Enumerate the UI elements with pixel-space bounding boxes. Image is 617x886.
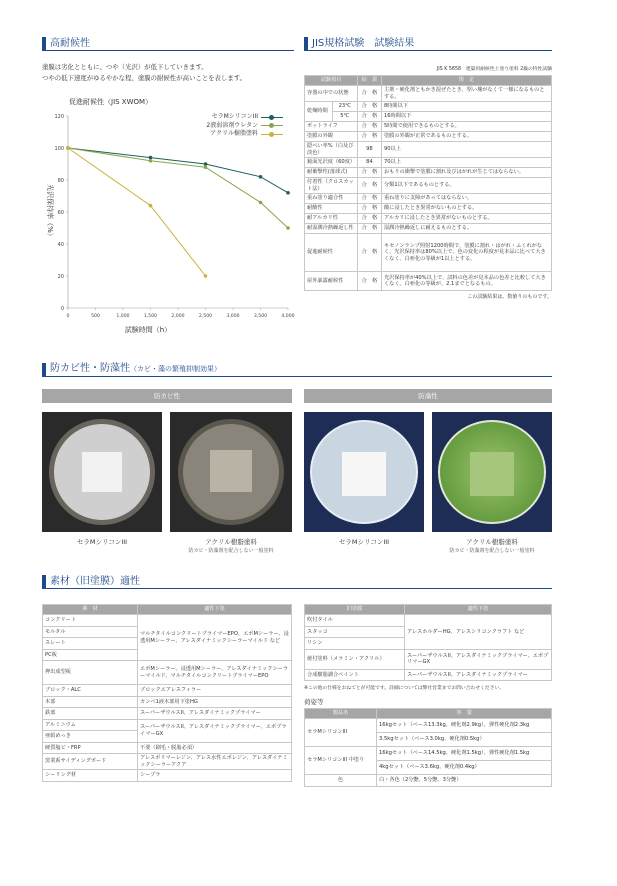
jis-spec: 70以上 bbox=[381, 158, 551, 168]
jis-row bbox=[305, 122, 552, 132]
sample-square bbox=[210, 450, 252, 492]
intro-line: 塗膜は劣化とともに、つや（光沢）が低下していきます。 bbox=[42, 63, 208, 71]
y-tick-label: 100 bbox=[54, 145, 64, 152]
jis-note: この試験結果は、数値りのものです。 bbox=[467, 294, 552, 300]
x-axis-label: 試験時間（h） bbox=[124, 326, 172, 334]
capacity: 16kgセット（ベース14.5kg、硬化剤1.5kg）、弾性硬化剤1.5kg bbox=[377, 747, 552, 761]
y-tick-label: 0 bbox=[60, 305, 64, 312]
photo-mold-acrylic bbox=[170, 412, 292, 532]
jis-header: 規 定 bbox=[381, 76, 551, 86]
primer: プロックエアレスフィラー bbox=[138, 685, 292, 697]
primer: スーパーザウルスII、アレスダイナミックプライマー、エポプリマーGX bbox=[405, 649, 552, 669]
data-point bbox=[66, 146, 70, 150]
section-title: 素材（旧塗膜）適性 bbox=[50, 576, 140, 587]
table-row bbox=[43, 719, 292, 731]
chart-legend bbox=[200, 113, 283, 139]
jis-result: 84 bbox=[357, 158, 381, 168]
jis-spec: 光沢保持率が40%以上で、試料の色差が見本品の色差と比較して大きくなく、白亜化の等級が、2.1までとなるもの。 bbox=[381, 272, 551, 291]
jis-row bbox=[305, 102, 552, 112]
sample-square bbox=[470, 452, 514, 496]
series-line bbox=[68, 148, 206, 276]
substrate-name: アルミニウム bbox=[43, 719, 138, 731]
jis-result: 98 bbox=[357, 142, 381, 158]
jis-spec: 分類1以下であるものとする。 bbox=[381, 178, 551, 194]
jis-result: 合 格 bbox=[357, 122, 381, 132]
y-tick-label: 60 bbox=[57, 209, 64, 216]
jis-item: 耐酸性 bbox=[305, 204, 358, 214]
coating-name: スタッコ bbox=[305, 626, 405, 638]
data-point bbox=[259, 201, 263, 205]
jis-spec: キセノンランプ照射1200時間で、塗膜に割れ・はがれ・ふくれがなく、光沢保持率は80%以上で、色の変化の程度が見本品に比べて大きくなく、白亜化の等級が1以上とする。 bbox=[381, 234, 551, 272]
x-tick-label: 500 bbox=[91, 314, 100, 319]
jis-result: 合 格 bbox=[357, 214, 381, 224]
primer: スーパーザウルスII、アレスダイナミックプライマー bbox=[405, 669, 552, 681]
substrate-name: コンクリート bbox=[43, 615, 138, 627]
table-header: 旧塗膜 bbox=[305, 605, 405, 615]
jis-row bbox=[305, 112, 552, 122]
substrate-name: 鉄部 bbox=[43, 708, 138, 720]
jis-result: 合 格 bbox=[357, 112, 381, 122]
legend-label: セラMシリコンIII bbox=[211, 113, 258, 120]
jis-table bbox=[304, 75, 552, 291]
jis-row bbox=[305, 178, 552, 194]
table-header: 素 材 bbox=[43, 605, 138, 615]
jis-spec: 5時間で使用できるものとする。 bbox=[381, 122, 551, 132]
series-line bbox=[68, 148, 288, 193]
color-value: 白・各色（2分艶、5分艶、3分艶） bbox=[377, 775, 552, 787]
jis-item: 耐衝撃性(落球式) bbox=[305, 168, 358, 178]
data-point bbox=[286, 226, 290, 230]
substrate-note: ※この他の仕様をおねてとが可能です。詳細については弊社営業までお問い合わせください。 bbox=[304, 686, 505, 691]
packing-table bbox=[304, 708, 552, 787]
section-jis bbox=[304, 38, 552, 51]
substrate-name: 硬質塩ビ・FRP bbox=[43, 742, 138, 754]
data-point bbox=[149, 159, 153, 163]
x-tick-label: 3,500 bbox=[253, 314, 268, 319]
jis-result: 合 格 bbox=[357, 272, 381, 291]
intro-line: つやの低下速度がゆるやかな程、塗膜の耐候性が高いことを表します。 bbox=[42, 74, 246, 82]
x-tick-label: 3,000 bbox=[226, 314, 240, 319]
data-point bbox=[286, 191, 290, 195]
table-row bbox=[43, 696, 292, 708]
packing-title: 荷姿等 bbox=[304, 698, 324, 706]
primer: 不要（刷毛・脱脂必須） bbox=[138, 742, 292, 754]
jis-spec: 90以上 bbox=[381, 142, 551, 158]
x-tick-label: 2,000 bbox=[171, 314, 185, 319]
caption: アクリル樹脂塗料 bbox=[205, 538, 257, 546]
data-point bbox=[149, 156, 153, 160]
legend-swatch bbox=[261, 125, 283, 126]
section-mold bbox=[42, 364, 552, 377]
jis-item: 屋外暴露耐候性 bbox=[305, 272, 358, 291]
jis-item: ポットライフ bbox=[305, 122, 358, 132]
primer-group: マルチタイルコンクリートプライマーEPO、エポMシーラー、浸透用Mシーラー、アレスダイナミックシーラーマイルド など bbox=[138, 615, 292, 661]
jis-row bbox=[305, 272, 552, 291]
jis-item: 乾燥時間 bbox=[305, 102, 333, 122]
jis-item: 隠ぺい率%（白及び淡色） bbox=[305, 142, 358, 158]
table-header: 容 量 bbox=[377, 709, 552, 719]
capacity: 4kgセット（ベース3.6kg、硬化剤0.4kg） bbox=[377, 761, 552, 775]
jis-row bbox=[305, 234, 552, 272]
product-name: セラMシリコンIII bbox=[305, 719, 377, 747]
table-row bbox=[43, 754, 292, 770]
jis-result: 合 格 bbox=[357, 168, 381, 178]
data-point bbox=[204, 162, 208, 166]
substrate-name: モルタル bbox=[43, 626, 138, 638]
legend-label: アクリル樹脂塗料 bbox=[210, 130, 258, 137]
table-row bbox=[43, 770, 292, 782]
section-weatherability bbox=[42, 38, 294, 51]
section-title: 高耐候性 bbox=[50, 38, 90, 49]
x-tick-label: 1,500 bbox=[143, 314, 158, 319]
section-title-sub: （カビ・藻の繁殖抑制効果） bbox=[130, 365, 221, 373]
jis-standard: JIS K 5658 建築用耐候性上塗り塗料 2級の特性試験 bbox=[436, 67, 552, 72]
jis-spec: おもりの衝撃で塗膜に割れ及びはがれが生じてはならない。 bbox=[381, 168, 551, 178]
sample-square bbox=[342, 452, 386, 496]
jis-item: 重ね塗り適合性 bbox=[305, 194, 358, 204]
jis-spec: 湿潤冷熱繰返しに耐えるものとする。 bbox=[381, 224, 551, 234]
color-label: 色 bbox=[305, 775, 377, 787]
section-substrate bbox=[42, 576, 552, 589]
y-tick-label: 120 bbox=[54, 113, 64, 120]
coating-name: リシン bbox=[305, 638, 405, 650]
jis-row bbox=[305, 194, 552, 204]
old-coating-table bbox=[304, 604, 552, 681]
photo-algae-sera bbox=[304, 412, 424, 532]
table-header: 製品名 bbox=[305, 709, 377, 719]
series-line bbox=[68, 148, 288, 228]
section-title-main: 防カビ性・防藻性 bbox=[50, 363, 130, 374]
y-tick-label: 40 bbox=[57, 241, 64, 248]
primer: カンペ1液木部用下塗HG bbox=[138, 696, 292, 708]
jis-header: 試験項目 bbox=[305, 76, 358, 86]
jis-row bbox=[305, 158, 552, 168]
table-header: 適性下塗 bbox=[405, 605, 552, 615]
jis-result: 合 格 bbox=[357, 204, 381, 214]
substrate-table bbox=[42, 604, 292, 782]
photo-mold-sera bbox=[42, 412, 162, 532]
table-row bbox=[305, 669, 552, 681]
packing-row bbox=[305, 747, 552, 761]
jis-spec: 16時間以下 bbox=[381, 112, 551, 122]
caption-sub: 防カビ・防藻剤を配合しない一般塗料 bbox=[188, 548, 274, 554]
caption-sub: 防カビ・防藻剤を配合しない一般塗料 bbox=[449, 548, 535, 554]
jis-result: 合 格 bbox=[357, 224, 381, 234]
substrate-name: シーリング材 bbox=[43, 770, 138, 782]
x-tick-label: 4,000 bbox=[281, 314, 295, 319]
substrate-name: 木部 bbox=[43, 696, 138, 708]
legend-swatch bbox=[261, 117, 283, 118]
intro-text bbox=[42, 62, 297, 84]
jis-row bbox=[305, 168, 552, 178]
jis-spec: 8時間以下 bbox=[381, 102, 551, 112]
substrate-table-wrap bbox=[42, 604, 292, 782]
section-bar bbox=[304, 37, 308, 50]
mold-label: 防カビ性 bbox=[42, 389, 292, 403]
jis-table-wrap bbox=[304, 75, 552, 300]
data-point bbox=[149, 204, 153, 208]
legend-dot bbox=[269, 123, 274, 128]
substrate-name: ブロック・ALC bbox=[43, 685, 138, 697]
jis-row bbox=[305, 214, 552, 224]
table-row bbox=[43, 708, 292, 720]
substrate-name: 窯業系サイディングボード bbox=[43, 754, 138, 770]
jis-row bbox=[305, 86, 552, 102]
caption: セラMシリコンIII bbox=[338, 538, 390, 546]
table-row bbox=[43, 661, 292, 685]
section-title bbox=[50, 362, 221, 376]
jis-item: 耐アルカリ性 bbox=[305, 214, 358, 224]
jis-row bbox=[305, 132, 552, 142]
jis-item: 鏡面光沢度（60度） bbox=[305, 158, 358, 168]
coating-name: 焼付塗料（メラミン・アクリル） bbox=[305, 649, 405, 669]
jis-spec: 主剤・硬化剤ともかき混ぜたとき、堅い塊がなくて一様になるものとする。 bbox=[381, 86, 551, 102]
coating-name: 合成樹脂調合ペイント bbox=[305, 669, 405, 681]
primer: シープラ bbox=[138, 770, 292, 782]
table-row bbox=[43, 615, 292, 627]
legend-dot bbox=[269, 132, 274, 137]
algae-label: 防藻性 bbox=[304, 389, 552, 403]
section-bar bbox=[42, 363, 46, 376]
jis-spec: 塗膜の外観が正常であるものとする。 bbox=[381, 132, 551, 142]
primer-group: スーパーザウルスII、アレスダイナミックプライマー、エポプライマーGX bbox=[138, 719, 292, 742]
table-row bbox=[43, 685, 292, 697]
jis-cond: 5℃ bbox=[332, 112, 357, 122]
y-tick-label: 20 bbox=[57, 273, 64, 280]
substrate-name: 押出成型板 bbox=[43, 661, 138, 685]
data-point bbox=[204, 274, 208, 278]
table-row bbox=[305, 649, 552, 669]
packing-row bbox=[305, 775, 552, 787]
jis-spec: アルカリに浸したとき異常がないものとする。 bbox=[381, 214, 551, 224]
packing-row bbox=[305, 719, 552, 733]
jis-item: 容器の中での状態 bbox=[305, 86, 358, 102]
data-point bbox=[259, 175, 263, 179]
table-row bbox=[305, 615, 552, 627]
data-point bbox=[204, 165, 208, 169]
old-coating-table-wrap bbox=[304, 604, 552, 787]
jis-spec: 酸に浸したとき異常がないものとする。 bbox=[381, 204, 551, 214]
jis-row bbox=[305, 224, 552, 234]
capacity: 16kgセット（ベース13.3kg、硬化剤2.9kg）、弾性硬化剤2.3kg bbox=[377, 719, 552, 733]
table-row bbox=[43, 742, 292, 754]
section-bar bbox=[42, 37, 46, 50]
jis-item: 促進耐候性 bbox=[305, 234, 358, 272]
jis-result: 合 格 bbox=[357, 86, 381, 102]
legend-swatch bbox=[261, 134, 283, 135]
legend-item bbox=[200, 113, 283, 122]
jis-result: 合 格 bbox=[357, 178, 381, 194]
jis-row bbox=[305, 204, 552, 214]
primer: スーパーザウルスII、アレスダイナミックプライマー bbox=[138, 708, 292, 720]
section-bar bbox=[42, 575, 46, 588]
chart-title: 促進耐候性（JIS XWOM） bbox=[69, 98, 153, 106]
legend-dot bbox=[269, 115, 274, 120]
jis-item: 付着性（クロスカット法） bbox=[305, 178, 358, 194]
coating-name: 吹付タイル bbox=[305, 615, 405, 627]
primer: アレスポリマーレジン、アレス水性エポレジン、アレスダイナミックシーラーアクア bbox=[138, 754, 292, 770]
caption: アクリル樹脂塗料 bbox=[466, 538, 518, 546]
jis-result: 合 格 bbox=[357, 194, 381, 204]
jis-cond: 23℃ bbox=[332, 102, 357, 112]
substrate-name: スレート bbox=[43, 638, 138, 650]
product-name: セラMシリコンIII 中塗り bbox=[305, 747, 377, 775]
capacity: 3.5kgセット（ベース3.0kg、硬化剤0.5kg） bbox=[377, 733, 552, 747]
x-tick-label: 2,500 bbox=[198, 314, 213, 319]
jis-header: 結 果 bbox=[357, 76, 381, 86]
table-header: 適性下塗 bbox=[138, 605, 292, 615]
substrate-name: 亜鉛めっき bbox=[43, 731, 138, 743]
section-title: JIS規格試験 試験結果 bbox=[312, 38, 415, 49]
legend-item bbox=[200, 122, 283, 131]
jis-result: 合 格 bbox=[357, 102, 381, 112]
x-tick-label: 1,000 bbox=[116, 314, 130, 319]
legend-label: 2液弱溶剤ウレタン bbox=[206, 121, 258, 129]
legend-item bbox=[200, 130, 283, 139]
jis-row bbox=[305, 142, 552, 158]
jis-item: 塗膜の外観 bbox=[305, 132, 358, 142]
sample-square bbox=[82, 452, 122, 492]
jis-item: 耐湿潤冷熱繰返し性 bbox=[305, 224, 358, 234]
jis-result: 合 格 bbox=[357, 234, 381, 272]
y-tick-label: 80 bbox=[57, 177, 64, 184]
primer-group: アレスホルダーHG、アレスシリコンクラフト など bbox=[405, 615, 552, 650]
caption: セラMシリコンIII bbox=[76, 538, 128, 546]
jis-spec: 重ね塗りに支障があってはならない。 bbox=[381, 194, 551, 204]
jis-result: 合 格 bbox=[357, 132, 381, 142]
primer-group: エポMシーラー、浸透用Mシーラー、アレスダイナミックシーラーマイルド、マルチタイルコンクリートプライマーEPO bbox=[138, 661, 292, 685]
x-tick-label: 0 bbox=[66, 314, 70, 319]
weathering-chart bbox=[36, 108, 296, 348]
y-axis-label: 光沢保持率（%） bbox=[46, 184, 54, 240]
photo-algae-acrylic bbox=[432, 412, 552, 532]
substrate-name: PC板 bbox=[43, 649, 138, 661]
